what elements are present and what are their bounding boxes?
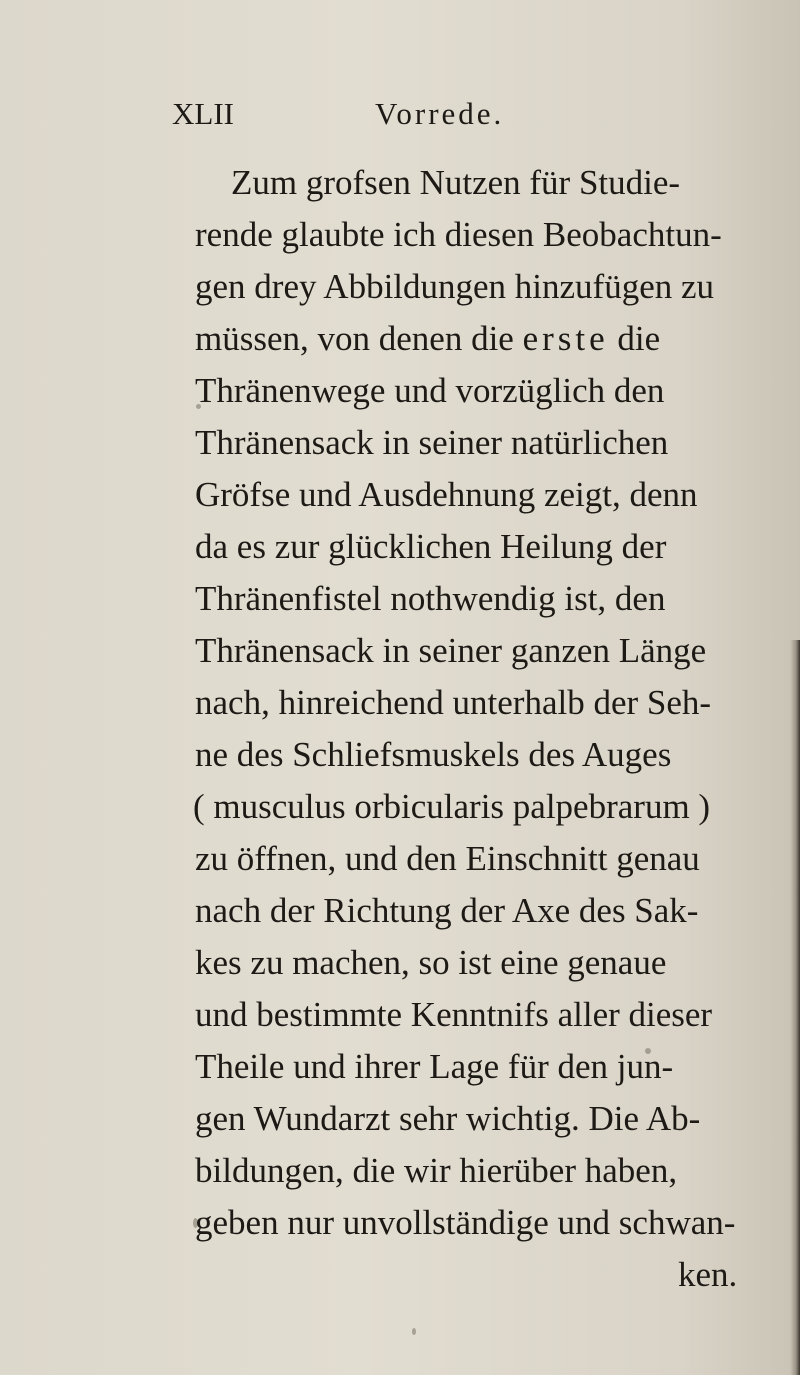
text-line: geben nur unvollständige und schwan-	[195, 1203, 736, 1242]
paper-speck	[412, 1328, 416, 1335]
text-line: gen Wundarzt sehr wichtig. Die Ab-	[195, 1099, 701, 1138]
text-line: ( musculus orbicularis palpebrarum )	[193, 787, 711, 826]
running-head: Vorrede.	[375, 96, 505, 131]
text-line: ken.	[678, 1255, 738, 1294]
text-line: Thränensack in seiner ganzen Länge	[195, 631, 707, 670]
text-line: und bestimmte Kenntnifs aller dieser	[195, 995, 713, 1034]
text-line: nach der Richtung der Axe des Sak-	[195, 891, 699, 930]
text-line: Zum grofsen Nutzen für Studie-	[231, 163, 681, 202]
text-line: Theile und ihrer Lage für den jun-	[195, 1047, 674, 1086]
text-line: Thränenfistel nothwendig ist, den	[195, 579, 666, 618]
text-line: müssen, von denen die erste die	[195, 319, 661, 358]
text-line: ne des Schliefsmuskels des Auges	[195, 735, 672, 774]
text-line: rende glaubte ich diesen Beobachtun-	[195, 215, 722, 254]
page-number: XLII	[172, 96, 234, 131]
text-line: gen drey Abbildungen hinzufügen zu	[195, 267, 715, 306]
page-header	[0, 94, 800, 134]
text-line: nach, hinreichend unterhalb der Seh-	[195, 683, 712, 722]
emphasized-word: erste	[522, 319, 609, 358]
text-line: Gröfse und Ausdehnung zeigt, denn	[195, 475, 698, 514]
text-line: da es zur glücklichen Heilung der	[195, 527, 667, 566]
page-edge-shadow	[790, 640, 800, 1375]
text-line: kes zu machen, so ist eine genaue	[195, 943, 667, 982]
text-line: Thränensack in seiner natürlichen	[195, 423, 669, 462]
text-line: zu öffnen, und den Einschnitt genau	[195, 839, 700, 878]
text-line: bildungen, die wir hierüber haben,	[195, 1151, 678, 1190]
text-line: Thränenwege und vorzüglich den	[195, 371, 665, 410]
